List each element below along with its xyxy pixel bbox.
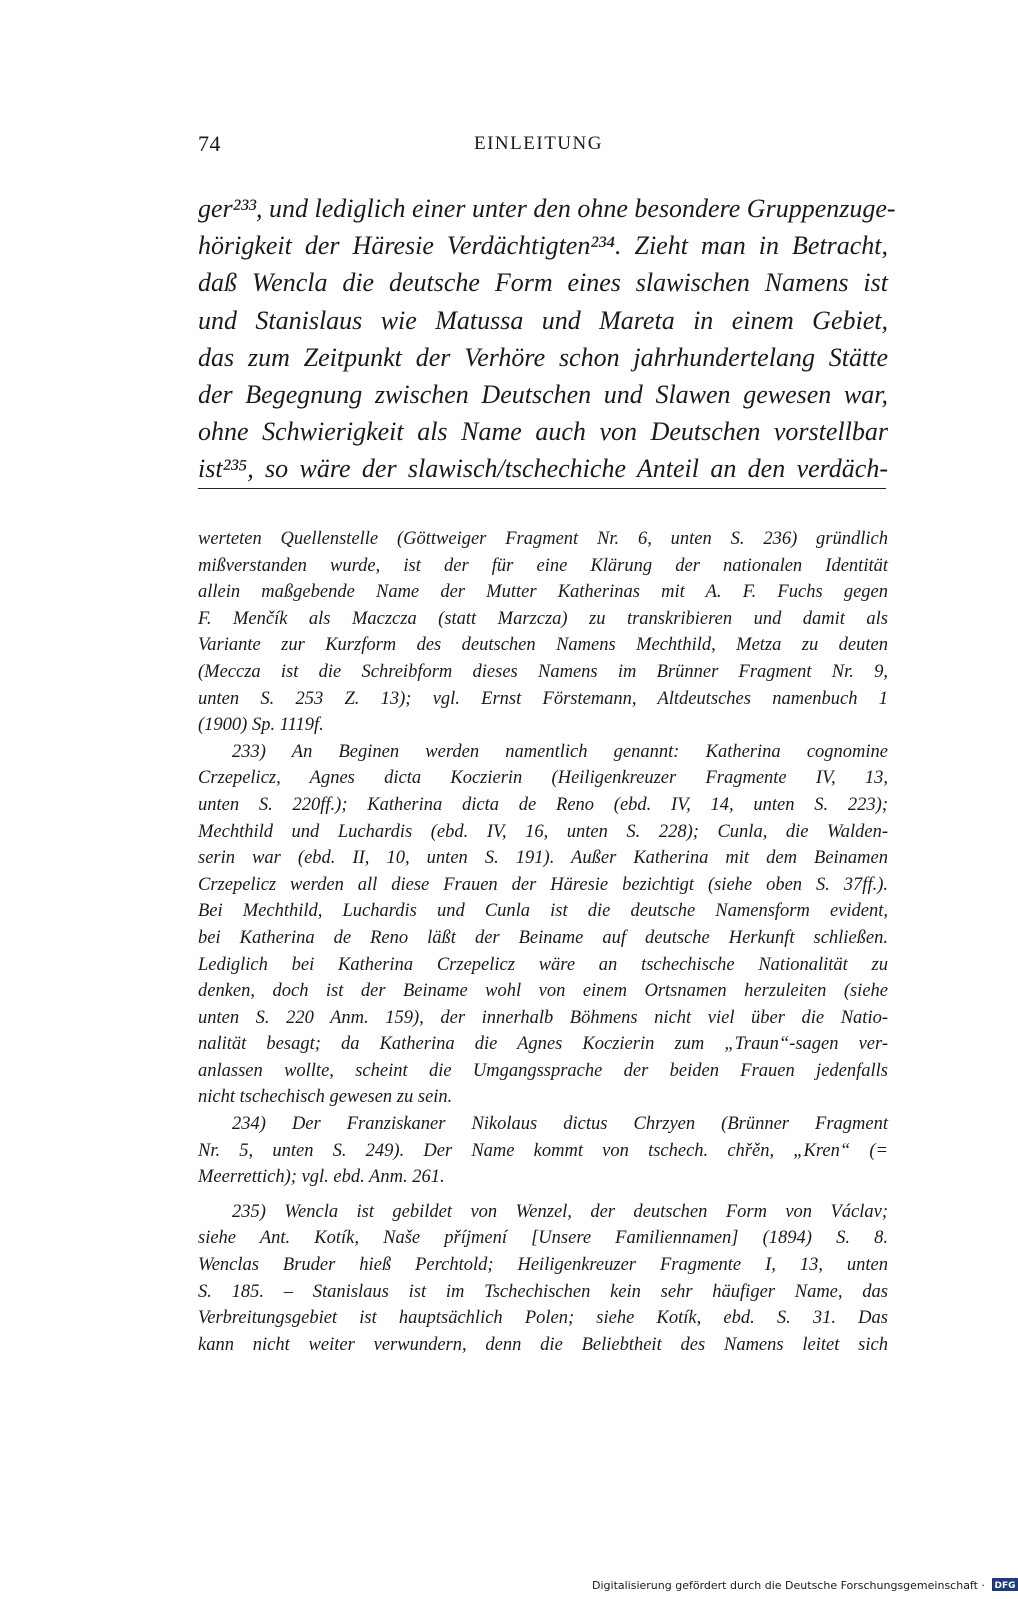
footnote-line: Bei Mechthild, Luchardis und Cunla ist die deutsche Namensform evident, bbox=[198, 901, 888, 922]
footnote-line: nicht tschechisch gewesen zu sein. bbox=[198, 1087, 453, 1108]
footnote-line: Mechthild und Luchardis (ebd. IV, 16, unten S. 228); Cunla, die Walden- bbox=[198, 821, 888, 842]
footnote-line: serin war (ebd. II, 10, unten S. 191). Außer Katherina mit dem Beinamen bbox=[198, 848, 888, 869]
footnote-line: allein maßgebende Name der Mutter Katherinas mit A. F. Fuchs gegen bbox=[198, 582, 888, 603]
footnote-line: 233) An Beginen werden namentlich genannt: Katherina cognomine bbox=[232, 741, 888, 762]
footnote-line: 235) Wencla ist gebildet von Wenzel, der deutschen Form von Václav; bbox=[232, 1201, 888, 1222]
footnote-233 bbox=[198, 739, 888, 1111]
footnote-line: unten S. 220ff.); Katherina dicta de Reno (ebd. IV, 14, unten S. 223); bbox=[198, 794, 888, 815]
svg-text:DFG: DFG bbox=[994, 1581, 1016, 1591]
footnote-line: Verbreitungsgebiet ist hauptsächlich Polen; siehe Kotík, ebd. S. 31. Das bbox=[198, 1308, 888, 1329]
page-number: 74 bbox=[198, 131, 221, 156]
main-text-block bbox=[198, 190, 896, 488]
main-text-line: der Begegnung zwischen Deutschen und Slawen gewesen war, bbox=[198, 379, 888, 409]
footnote-line: siehe Ant. Kotík, Naše příjmení [Unsere Familiennamen] (1894) S. 8. bbox=[198, 1228, 888, 1249]
main-text-line: das zum Zeitpunkt der Verhöre schon jahrhundertelang Stätte bbox=[198, 342, 888, 372]
footnote-spacer bbox=[198, 1191, 888, 1199]
footnote-line: mißverstanden wurde, ist der für eine Klärung der nationalen Identität bbox=[198, 555, 888, 576]
footnote-234 bbox=[198, 1111, 888, 1191]
footnote-line: kann nicht weiter verwundern, denn die Beliebtheit des Namens leitet sich bbox=[198, 1334, 888, 1355]
main-text-line: und Stanislaus wie Matussa und Mareta in einem Gebiet, bbox=[198, 305, 888, 335]
footnote-line: bei Katherina de Reno läßt der Beiname auf deutsche Herkunft schließen. bbox=[198, 927, 888, 948]
main-text-line: hörigkeit der Häresie Verdächtigten²³⁴. Zieht man in Betracht, bbox=[198, 231, 888, 261]
footnote-line: unten S. 220 Anm. 159), der innerhalb Böhmens nicht viel über die Natio- bbox=[198, 1007, 888, 1028]
footnote-line: werteten Quellenstelle (Göttweiger Fragment Nr. 6, unten S. 236) gründlich bbox=[198, 529, 888, 549]
footnote-line: anlassen wollte, scheint die Umgangssprache der beiden Frauen jedenfalls bbox=[198, 1060, 888, 1081]
footnote-continuation bbox=[198, 526, 888, 739]
footnote-line: denken, doch ist der Beiname wohl von einem Ortsnamen herzuleiten (siehe bbox=[198, 981, 888, 1002]
main-text-line: ger²³³, und lediglich einer unter den ohne besondere Gruppenzuge- bbox=[198, 194, 896, 223]
footnote-line: Meerrettich); vgl. ebd. Anm. 261. bbox=[198, 1167, 445, 1188]
footnote-line: (1900) Sp. 1119f. bbox=[198, 715, 324, 736]
footnote-line: Variante zur Kurzform des deutschen Namens Mechthild, Metza zu deuten bbox=[198, 635, 888, 656]
footnotes-block bbox=[198, 526, 888, 1358]
main-text-line: ist²³⁵, so wäre der slawisch/tschechiche Anteil an den verdäch- bbox=[198, 454, 888, 484]
footnote-line: nalität besagt; da Katherina die Agnes Koczierin zum „Traun“-sagen ver- bbox=[198, 1034, 888, 1055]
footnote-line: Wenclas Bruder hieß Perchtold; Heiligenkreuzer Fragmente I, 13, unten bbox=[198, 1255, 888, 1276]
footnote-line: Nr. 5, unten S. 249). Der Name kommt von tschech. chřěn, „Kren“ (= bbox=[198, 1140, 888, 1161]
footnote-line: S. 185. – Stanislaus ist im Tschechischen kein sehr häufiger Name, das bbox=[198, 1281, 888, 1302]
footnote-line: Lediglich bei Katherina Crzepelicz wäre an tschechische Nationalität zu bbox=[198, 954, 888, 975]
dfg-attribution-text: Digitalisierung gefördert durch die Deutsche Forschungsgemeinschaft · bbox=[592, 1579, 985, 1592]
main-text-line: ohne Schwierigkeit als Name auch von Deutschen vorstellbar bbox=[198, 417, 888, 447]
footnote-line: Crzepelicz, Agnes dicta Koczierin (Heiligenkreuzer Fragmente IV, 13, bbox=[198, 768, 888, 789]
footnote-235 bbox=[198, 1199, 888, 1359]
dfg-logo-icon bbox=[992, 1578, 1018, 1591]
main-text-line: daß Wencla die deutsche Form eines slawischen Namens ist bbox=[198, 268, 888, 298]
footnote-line: (Meccza ist die Schreibform dieses Namens im Brünner Fragment Nr. 9, bbox=[198, 661, 888, 682]
dfg-attribution bbox=[592, 1578, 1018, 1592]
footnote-line: unten S. 253 Z. 13); vgl. Ernst Förstemann, Altdeutsches namenbuch 1 bbox=[198, 688, 888, 709]
footnote-divider bbox=[198, 488, 886, 489]
footnote-line: F. Menčík als Maczcza (statt Marzcza) zu transkribieren und damit als bbox=[198, 608, 888, 629]
footnote-line: Crzepelicz werden all diese Frauen der Häresie bezichtigt (siehe oben S. 37ff.). bbox=[198, 874, 888, 895]
running-head: EINLEITUNG bbox=[474, 133, 603, 154]
footnote-line: 234) Der Franziskaner Nikolaus dictus Chrzyen (Brünner Fragment bbox=[232, 1114, 888, 1135]
